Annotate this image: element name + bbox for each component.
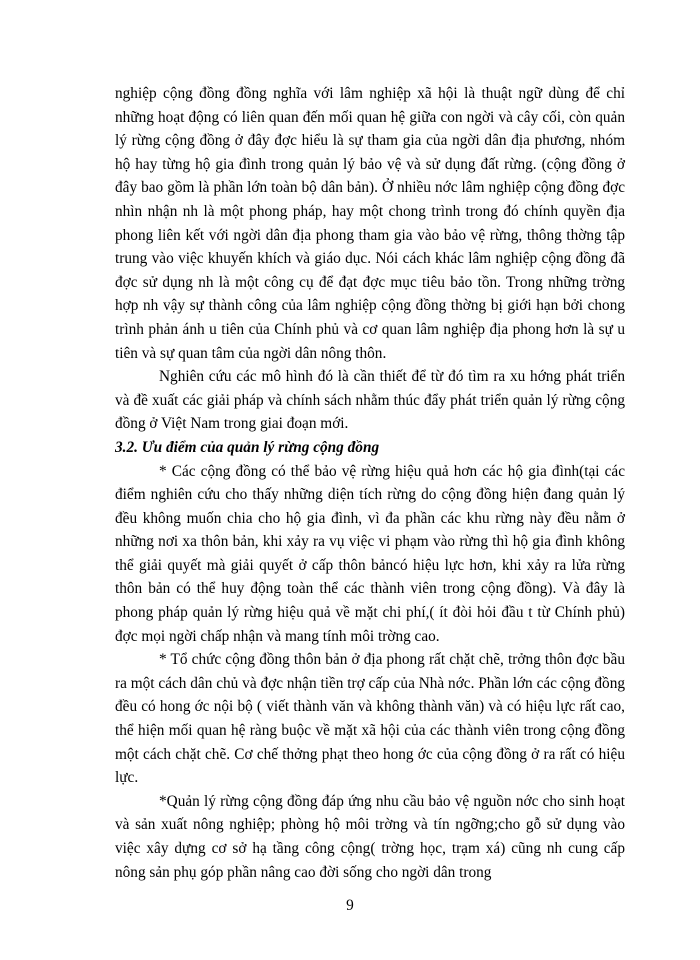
paragraph-advantage-2: * Tổ chức cộng đồng thôn bản ở địa phong rất chặt chẽ, trởng thôn đợc bầu ra một cách dân chủ và đợc nhận tiền trợ cấp của Nhà nớc. Phần lớn các cộng đồng đều có hong ớc nội bộ ( viết thành văn và không thành văn) và có hiệu lực rất cao, thể hiện mối quan hệ ràng buộc về mặt xã hội của các thành viên trong cộng đồng một cách chặt chẽ. Cơ chế thởng phạt theo hong ớc của cộng đồng ở ra rất có hiệu lực. xyxy=(115,651,625,787)
paragraph-advantage-3: *Quản lý rừng cộng đồng đáp ứng nhu cầu bảo vệ nguồn nớc cho sinh hoạt và sản xuất nông nghiệp; phòng hộ môi trờng và tín ngỡng;cho gỗ sử dụng vào việc xây dựng cơ sở hạ tầng công cộng( trờng học, trạm xá) cũng nh cung cấp nông sản phụ góp phần nâng cao đời sống cho ngời dân trong xyxy=(115,792,625,881)
paragraph-intro: nghiệp cộng đồng đồng nghĩa với lâm nghiệp xã hội là thuật ngữ dùng để chỉ những hoạt động có liên quan đến mối quan hệ giữa con ngời và cây cối, còn quản lý rừng cộng đồng ở đây đợc hiểu là sự tham gia của ngời dân địa phương, nhóm hộ hay từng hộ gia đình trong quản lý bảo vệ và sử dụng đất rừng. (cộng đồng ở đây bao gồm là phần lớn toàn bộ dân bản). Ở nhiều nớc lâm nghiệp cộng đồng đợc nhìn nhận nh là một phong pháp, hay một chong trình trong đó chính quyền địa phong liên kết với ngời dân địa phong tham gia vào bảo vệ rừng, thông thờng tập trung vào việc khuyến khích và giáo dục. Nói cách khác lâm nghiệp cộng đồng đã đợc sử dụng nh là một công cụ để đạt đợc mục tiêu bảo tồn. Trong những trờng hợp nh vậy sự thành công của lâm nghiệp cộng đồng thờng bị giới hạn bởi chong trình phản ánh u tiên của Chính phủ và cơ quan lâm nghiệp địa phong hơn là sự u tiên và sự quan tâm của ngời dân nông thôn. xyxy=(115,85,625,362)
document-page xyxy=(115,82,625,884)
paragraph-advantage-1: * Các cộng đồng có thể bảo vệ rừng hiệu quả hơn các hộ gia đình(tại các điểm nghiên cứu cho thấy những diện tích rừng do cộng đồng hiện đang quản lý đều không muốn chia cho hộ gia đình, vì đa phần các khu rừng này đều nằm ở những nơi xa thôn bản, khi xảy ra vụ việc vi phạm vào rừng thì hộ gia đình không thể giải quyết mà giải quyết ở cấp thôn bảncó hiệu lực hơn, khi xảy ra lửa rừng thôn bản có thể huy động toàn thể các thành viên trong cộng đồng). Và đây là phong pháp quản lý rừng hiệu quả về mặt chi phí,( ít đòi hỏi đầu t từ Chính phủ) đợc mọi ngời chấp nhận và mang tính môi trờng cao. xyxy=(115,462,625,645)
paragraph-research: Nghiên cứu các mô hình đó là cần thiết để từ đó tìm ra xu hớng phát triển và đề xuất các giải pháp và chính sách nhằm thúc đẩy phát triển quản lý rừng cộng đồng ở Việt Nam trong giai đoạn mới. xyxy=(115,368,625,433)
page-number: 9 xyxy=(346,897,354,914)
section-heading: 3.2. Ưu điểm của quản lý rừng cộng đồng xyxy=(115,438,380,456)
